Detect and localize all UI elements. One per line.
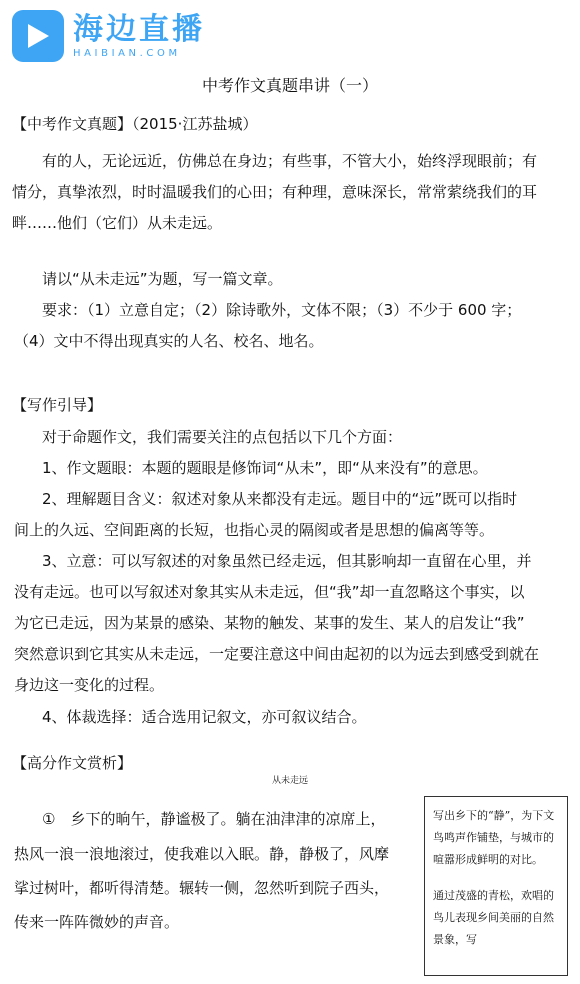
page-title: 中考作文真题串讲（一） (201, 76, 378, 95)
instruction: 请以“从未走远”为题，写一篇文章。 (42, 270, 283, 288)
quote-line: 有的人，无论远近，仿佛总在身边；有些事，不管大小，始终浮现眼前；有 (42, 152, 538, 170)
essay-title: 从未走远 (271, 776, 308, 786)
guide-line: 对于命题作文，我们需要关注的点包括以下几个方面： (42, 428, 403, 446)
essay-heading: 【高分作文赏析】 (12, 754, 133, 772)
essay-line: ① 乡下的晌午，静谧极了。躺在油津津的凉席上， (42, 810, 386, 828)
guide-line: 4、体裁选择：适合选用记叙文，亦可叙议结合。 (42, 708, 367, 726)
guide-line: 2、理解题目含义：叙述对象从来都没有走远。题目中的“远”既可以指时 (42, 490, 518, 508)
quote-line: 情分，真挚浓烈，时时温暖我们的心田；有种理，意味深长，常常萦绕我们的耳 (12, 183, 538, 201)
guide-line: 身边这一变化的过程。 (14, 676, 165, 694)
guide-line: 3、立意：可以写叙述的对象虽然已经走远，但其影响却一直留在心里，并 (42, 552, 532, 570)
essay-line: 热风一浪一浪地滚过，使我难以入眠。静，静极了，风摩 (14, 845, 390, 863)
requirements-line: （4）文中不得出现真实的人名、校名、地名。 (14, 332, 324, 350)
logo (12, 10, 205, 62)
guide-line: 间上的久远、空间距离的长短，也指心灵的隔阂或者是思想的偏离等等。 (14, 521, 495, 539)
guide-line: 没有走远。也可以写叙述对象其实从未走远，但“我”却一直忽略这个事实，以 (14, 583, 525, 601)
guide-line: 1、作文题眼：本题的题眼是修饰词“从未”，即“从来没有”的意思。 (42, 459, 488, 477)
annotation-box (424, 796, 568, 976)
requirements-line: 要求：（1）立意自定；（2）除诗歌外，文体不限；（3）不少于 600 字； (42, 301, 522, 319)
prompt-heading: 【中考作文真题】（2015·江苏盐城） (12, 115, 258, 133)
guide-heading: 【写作引导】 (12, 396, 103, 414)
logo-domain: HAIBIAN.COM (73, 48, 181, 59)
logo-name: 海边直播 (73, 12, 205, 47)
guide-line: 突然意识到它其实从未走远，一定要注意这中间由起初的以为远去到感受到就在 (14, 645, 540, 663)
quote-line: 畔……他们（它们）从未走远。 (12, 214, 223, 232)
guide-line: 为它已走远，因为某景的感染、某物的触发、某事的发生、某人的启发让“我” (14, 614, 525, 632)
essay-line: 挲过树叶，都听得清楚。辗转一侧，忽然听到院子西头， (14, 879, 390, 897)
logo-play-icon (12, 10, 64, 62)
essay-line: 传来一阵阵微妙的声音。 (14, 913, 180, 931)
annotation-note: 写出乡下的“静”，为下文鸟鸣声作铺垫，与城市的喧嚣形成鲜明的对比。 (433, 809, 555, 866)
annotation-note: 通过茂盛的青松，欢唱的鸟儿表现乡间美丽的自然景象，写 (433, 889, 554, 946)
